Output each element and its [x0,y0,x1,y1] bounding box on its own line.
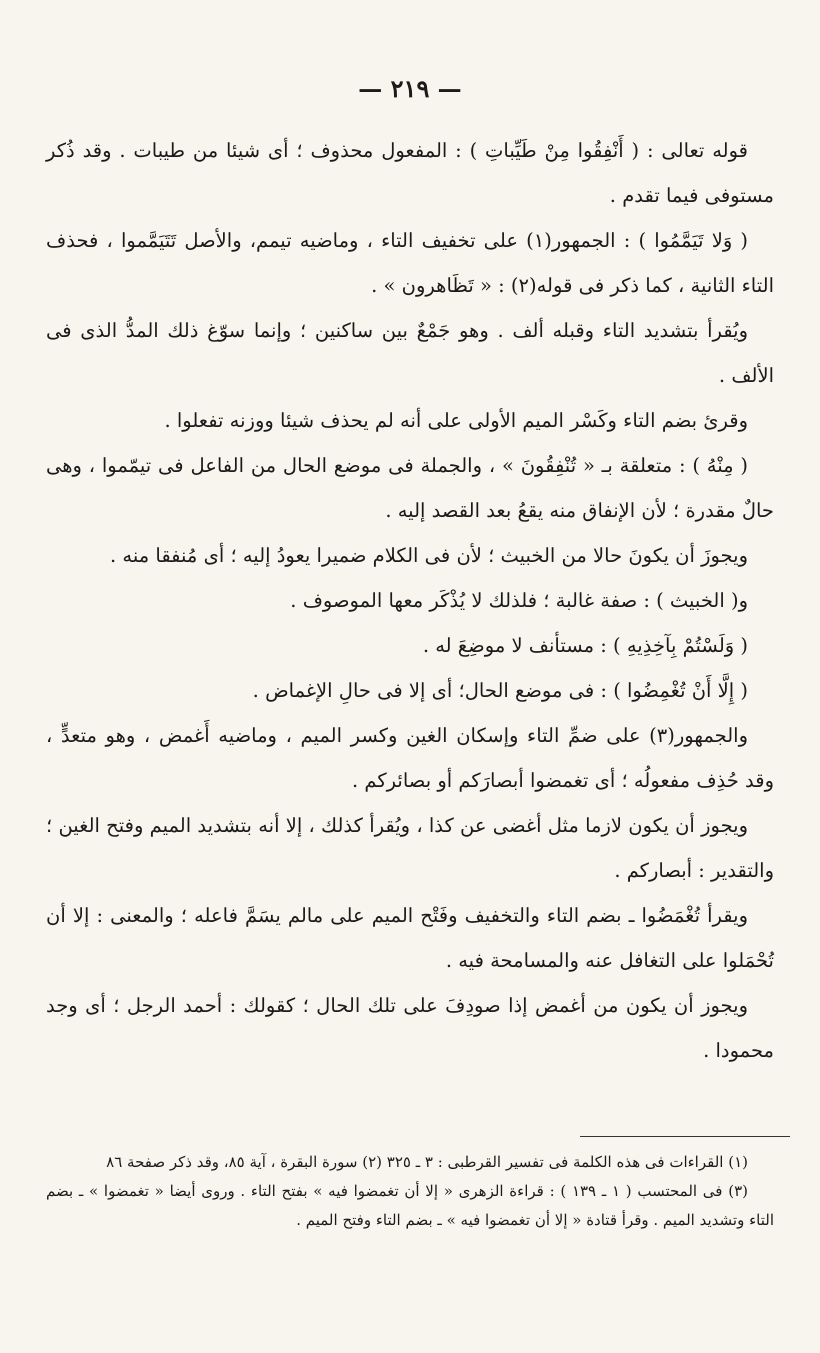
paragraph-13: ويجوز أن يكون من أغمض إذا صودِفَ على تلك الحال ؛ كقولك : أحمد الرجل ؛ أى وجد محمودا . [46,994,774,1062]
footnotes [46,1148,774,1235]
paragraph-3: ويُقرأ بتشديد التاء وقبله ألف . وهو جَمْعٌ بين ساكنين ؛ وإنما سوّغ ذلك المدُّ الذى فى الألف . [46,319,774,387]
paragraph-5: ( مِنْهُ ) : متعلقة بـ « تُنْفِقُونَ » ، والجملة فى موضع الحال من الفاعل فى تيمّموا ، وهى حالٌ مقدرة ؛ لأن الإنفاق منه يقعُ بعد القصد إليه . [46,454,774,522]
paragraph-11: ويجوز أن يكون لازما مثل أغضى عن كذا ، ويُقرأ كذلك ، إلا أنه بتشديد الميم وفتح الغين ؛ والتقدير : أبصاركم . [46,814,774,882]
paragraph-6: ويجوزَ أن يكونَ حالا من الخبيث ؛ لأن فى الكلام ضميرا يعودُ إليه ؛ أى مُنفقا منه . [110,544,748,567]
paragraph-8: ( وَلَسْتُمْ بِآخِذِيهِ ) : مستأنف لا موضِعَ له . [422,634,748,657]
paragraph-1: قوله تعالى : ( أَنْفِقُوا مِنْ طَيِّباتِ ) : المفعول محذوف ؛ أى شيئا من طيبات . وقد ذُكر مستوفى فيما تقدم . [46,139,774,207]
paragraph-4: وقرئ بضم التاء وكَسْر الميم الأولى على أنه لم يحذف شيئا ووزنه تفعلوا . [164,409,748,432]
footnote-3: (٣) فى المحتسب ( ١ ـ ١٣٩ ) : قراءة الزهرى « إلا أن تغمضوا فيه » بفتح التاء . وروى أيضا « تغمضوا » ـ بضم التاء وتشديد الميم . وقرأ قتادة « إلا أن تغمضوا فيه » ـ بضم التاء وفتح الميم . [46,1182,774,1229]
page-number: — ٢١٩ — [358,74,462,103]
footnote-divider [580,1136,790,1137]
paragraph-10: والجمهور(٣) على ضمِّ التاء وإسكان الغين وكسر الميم ، وماضيه أَغمض ، وهو متعدٍّ ، وقد حُذِف مفعولُه ؛ أى تغمضوا أبصارَكم أو بصائركم . [46,724,774,792]
paragraph-9: ( إِلَّا أَنْ تُغْمِضُوا ) : فى موضع الحال؛ أى إلا فى حالِ الإغماض . [252,679,748,702]
paragraph-7: و( الخبيث ) : صفة غالبة ؛ فلذلك لا يُذْكَر معها الموصوف . [290,589,748,612]
paragraph-12: ويقرأ تُغْمَضُوا ـ بضم التاء والتخفيف وفَتْح الميم على مالم يسَمَّ فاعله ؛ والمعنى : إلا أن تُحْمَلوا على التغافل عنه والمسامحة فيه . [46,904,774,972]
main-text [46,128,774,1073]
paragraph-2: ( وَلا تَيَمَّمُوا ) : الجمهور(١) على تخفيف التاء ، وماضيه تيمم، والأصل تَتَيَمَّموا ، فحذف التاء الثانية ، كما ذكر فى قوله(٢) : « تَظَاهرون » . [46,229,774,297]
footnote-1-2: (١) القراءات فى هذه الكلمة فى تفسير القرطبى : ٣ ـ ٣٢٥ (٢) سورة البقرة ، آية ٨٥، وقد ذكر صفحة ٨٦ [106,1153,748,1171]
